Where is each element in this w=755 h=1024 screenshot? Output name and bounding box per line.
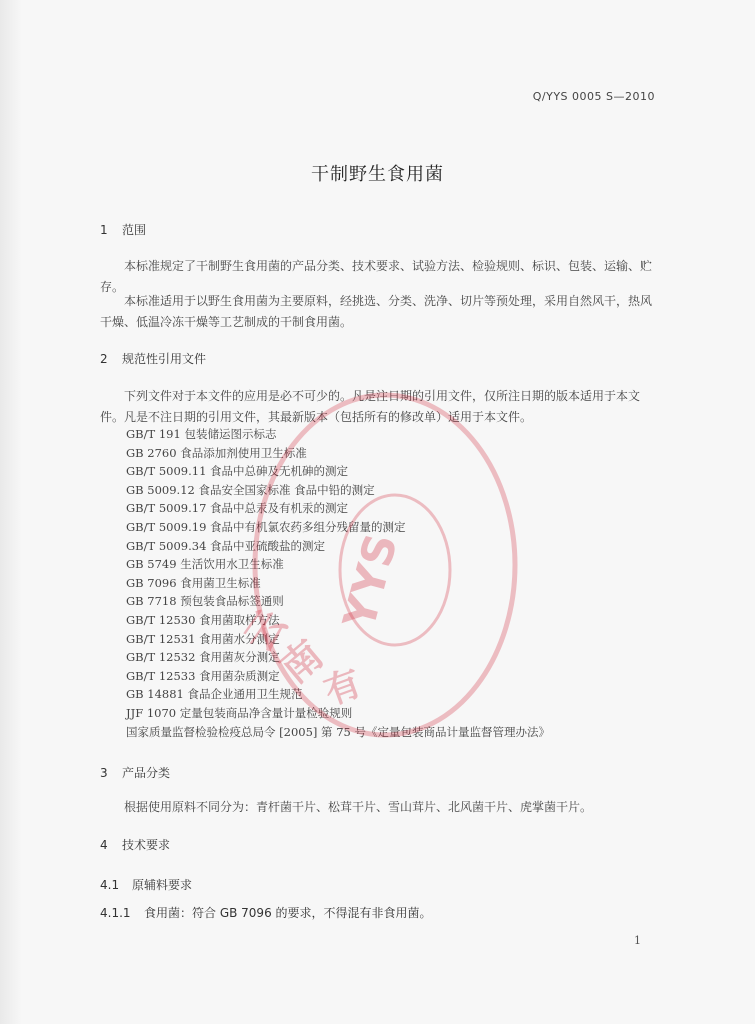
reference-item: GB 7096 食用菌卫生标准 <box>126 575 261 590</box>
reference-item: GB 5749 生活饮用水卫生标准 <box>126 557 284 572</box>
reference-item: 国家质量监督检验检疫总局令 [2005] 第 75 号《定量包装商品计量监督管理办法》 <box>126 724 550 739</box>
reference-item: GB 2760 食品添加剂使用卫生标准 <box>126 445 307 460</box>
svg-text:南: 南 <box>271 631 333 693</box>
svg-text:YYS: YYS <box>334 528 408 634</box>
subsection-4-1-1 <box>100 904 432 921</box>
subsection-4-1 <box>100 876 192 893</box>
section-1-heading <box>100 221 146 238</box>
reference-list <box>126 425 550 741</box>
subsection-title: 原辅料要求 <box>132 878 193 892</box>
reference-item: GB/T 12530 食用菌取样方法 <box>126 612 280 627</box>
subsection-number: 4.1.1 <box>100 906 131 920</box>
section-1-para-2: 本标准适用于以野生食用菌为主要原料，经挑选、分类、洗净、切片等预处理，采用自然风干，热风干燥、低温冷冻干燥等工艺制成的干制食用菌。 <box>100 294 653 329</box>
section-number: 4 <box>100 838 108 852</box>
document-title: 干制野生食用菌 <box>311 164 444 185</box>
reference-item: GB 5009.12 食品安全国家标准 食品中铅的测定 <box>126 482 375 497</box>
section-number: 2 <box>100 352 108 366</box>
scan-edge <box>0 0 22 1024</box>
reference-item: GB/T 12531 食用菌水分测定 <box>126 631 280 646</box>
reference-item: GB/T 12532 食用菌灰分测定 <box>126 650 280 665</box>
svg-text:云: 云 <box>235 601 297 661</box>
reference-item: GB/T 12533 食用菌杂质测定 <box>126 668 280 683</box>
document-code: Q/YYS 0005 S—2010 <box>532 90 655 103</box>
section-4-heading <box>100 836 170 853</box>
section-title: 产品分类 <box>122 766 171 780</box>
reference-item: GB/T 5009.11 食品中总砷及无机砷的测定 <box>126 464 349 479</box>
reference-item: GB/T 191 包装储运图示标志 <box>126 427 277 441</box>
section-3-heading <box>100 764 170 781</box>
section-1-para-1: 本标准规定了干制野生食用菌的产品分类、技术要求、试验方法、检验规则、标识、包装、运输、贮存。 <box>100 259 653 294</box>
reference-item: JJF 1070 定量包装商品净含量计量检验规则 <box>126 705 353 720</box>
reference-item: GB 7718 预包装食品标签通则 <box>126 594 284 609</box>
section-title: 技术要求 <box>122 838 171 852</box>
reference-item: GB/T 5009.17 食品中总汞及有机汞的测定 <box>126 501 349 516</box>
page-number: 1 <box>634 934 641 947</box>
section-3-text: 根据使用原料不同分为：青杆菌干片、松茸干片、雪山茸片、北风菌干片、虎掌菌干片。 <box>124 800 593 814</box>
section-2-heading <box>100 350 206 367</box>
section-number: 3 <box>100 766 108 780</box>
section-title: 规范性引用文件 <box>122 352 207 366</box>
reference-item: GB 14881 食品企业通用卫生规范 <box>126 687 303 702</box>
reference-item: GB/T 5009.19 食品中有机氯农药多组分残留量的测定 <box>126 519 406 534</box>
reference-item: GB/T 5009.34 食品中亚硫酸盐的测定 <box>126 538 326 553</box>
subsection-number: 4.1 <box>100 878 120 892</box>
section-2-intro: 下列文件对于本文件的应用是必不可少的。凡是注日期的引用文件，仅所注日期的版本适用于本文件。凡是不注日期的引用文件，其最新版本（包括所有的修改单）适用于本文件。 <box>100 389 641 424</box>
section-number: 1 <box>100 223 108 237</box>
subsection-text: 食用菌：符合 GB 7096 的要求，不得混有非食用菌。 <box>144 906 432 920</box>
section-title: 范围 <box>122 223 147 237</box>
svg-text:有: 有 <box>319 662 367 714</box>
